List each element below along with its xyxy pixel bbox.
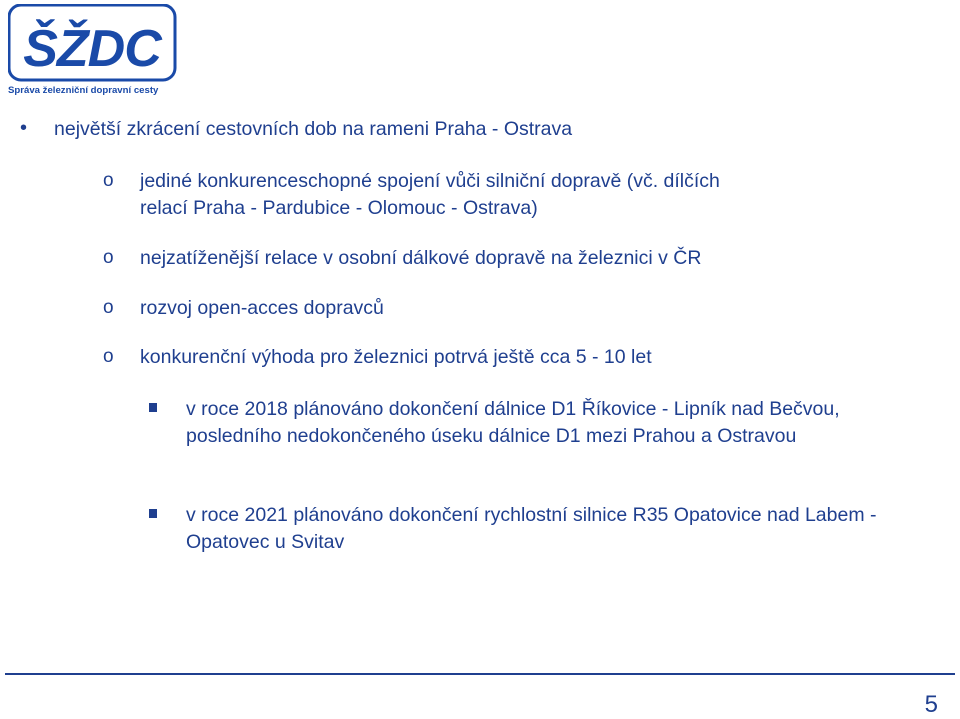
list-item-text: největší zkrácení cestovních dob na rameni Praha - Ostrava <box>54 118 573 140</box>
list-item-text: nejzatíženější relace v osobní dálkové dopravě na železnici v ČR <box>140 247 702 269</box>
square-bullet-icon <box>149 403 157 412</box>
list-item <box>186 502 926 556</box>
page-number: 5 <box>924 691 938 718</box>
list-item <box>103 295 940 322</box>
szdc-logo <box>8 4 180 96</box>
list-item-text: rozvoj open-acces dopravců <box>140 297 384 319</box>
list-item-text: v roce 2021 plánováno dokončení rychlostní silnice R35 Opatovice nad Labem - Opatovec u Svitav <box>186 504 877 553</box>
bullet-marker: o <box>103 247 114 268</box>
bullet-marker: o <box>103 170 114 191</box>
bullet-marker: • <box>20 117 28 139</box>
list-item <box>20 116 914 143</box>
footer-divider <box>5 673 955 675</box>
list-item <box>103 245 940 272</box>
logo-subtitle: Správa železniční dopravní cesty <box>8 85 159 96</box>
list-item <box>103 168 760 222</box>
list-item-text: jediné konkurenceschopné spojení vůči silniční dopravě (vč. dílčích relací Praha - Pardubice - Olomouc - Ostrava) <box>140 170 720 219</box>
list-item <box>186 396 916 450</box>
szdc-logo-graphic <box>8 4 180 96</box>
list-item <box>103 344 940 371</box>
logo-text: ŠŽDC <box>23 20 161 78</box>
list-item-text: konkurenční výhoda pro železnici potrvá ještě cca 5 - 10 let <box>140 346 652 368</box>
bullet-marker: o <box>103 297 114 318</box>
bullet-marker: o <box>103 346 114 367</box>
list-item-text: v roce 2018 plánováno dokončení dálnice D1 Říkovice - Lipník nad Bečvou, posledního nedokončeného úseku dálnice D1 mezi Prahou a Ostravou <box>186 398 840 447</box>
square-bullet-icon <box>149 509 157 518</box>
